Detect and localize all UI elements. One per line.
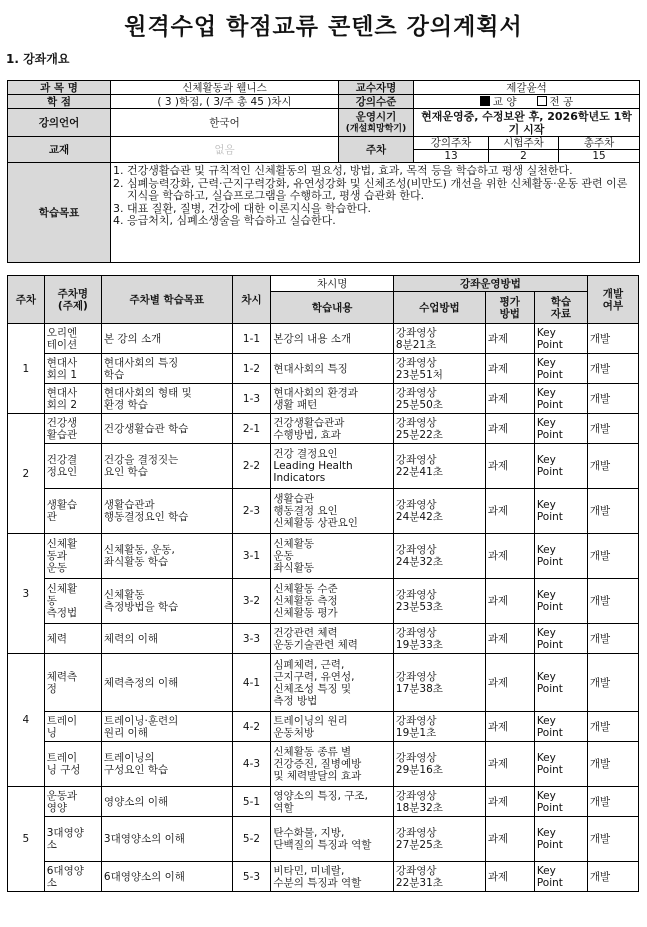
- header-content: 학습내용: [271, 292, 394, 324]
- content-cell: 생활습관 행동결정 요인 신체활동 상관요인: [271, 489, 394, 534]
- material-cell: Key Point: [534, 624, 587, 654]
- content-cell: 건강관련 체력 운동기술관련 체력: [271, 624, 394, 654]
- goal-cell: 영양소의 이해: [101, 787, 232, 817]
- content-cell: 비타민, 미네랄, 수분의 특징과 역할: [271, 862, 394, 892]
- table-row: [8, 654, 639, 712]
- dev-cell: 개발: [587, 414, 638, 444]
- period: 현재운영중, 수정보완 후, 2026학년도 1학기 시작: [414, 109, 640, 137]
- table-row: [8, 787, 639, 817]
- method-cell: 강좌영상 27분25초: [393, 817, 485, 862]
- dev-cell: 개발: [587, 384, 638, 414]
- content-cell: 건강 결정요인 Leading Health Indicators: [271, 444, 394, 489]
- dev-cell: 개발: [587, 579, 638, 624]
- exam-weeks: 2: [489, 150, 559, 163]
- eval-cell: 과제: [485, 489, 534, 534]
- eval-cell: 과제: [485, 414, 534, 444]
- credit: ( 3 )학점, ( 3/주 총 45 )차시: [111, 95, 339, 109]
- dev-cell: 개발: [587, 787, 638, 817]
- level-option-major: 전 공: [549, 95, 574, 108]
- session-cell: 5-1: [232, 787, 271, 817]
- goal-cell: 6대영양소의 이해: [101, 862, 232, 892]
- goal-cell: 체력의 이해: [101, 624, 232, 654]
- level-options: [414, 95, 640, 109]
- eval-cell: 과제: [485, 534, 534, 579]
- eval-cell: 과제: [485, 579, 534, 624]
- topic-cell: 트레이 닝 구성: [44, 742, 101, 787]
- material-cell: Key Point: [534, 444, 587, 489]
- dev-cell: 개발: [587, 324, 638, 354]
- dev-cell: 개발: [587, 742, 638, 787]
- method-cell: 강좌영상 23분51처: [393, 354, 485, 384]
- method-cell: 강좌영상 17분38초: [393, 654, 485, 712]
- topic-cell: 6대영양 소: [44, 862, 101, 892]
- table-row: [8, 534, 639, 579]
- session-cell: 1-2: [232, 354, 271, 384]
- goals-cell: [111, 163, 640, 263]
- header-material: 학습 자료: [534, 292, 587, 324]
- goal-cell: 현대사회의 특징 학습: [101, 354, 232, 384]
- content-cell: 신체활동 운동 좌식활동: [271, 534, 394, 579]
- material-cell: Key Point: [534, 817, 587, 862]
- material-cell: Key Point: [534, 414, 587, 444]
- topic-cell: 신체활 동 측정법: [44, 579, 101, 624]
- goal-cell: 트레이닝·훈련의 원리 이해: [101, 712, 232, 742]
- goal-cell: 신체활동, 운동, 좌식활동 학습: [101, 534, 232, 579]
- content-cell: 본강의 내용 소개: [271, 324, 394, 354]
- topic-cell: 건강결 정요인: [44, 444, 101, 489]
- method-cell: 강좌영상 18분32초: [393, 787, 485, 817]
- header-method: 수업방법: [393, 292, 485, 324]
- dev-cell: 개발: [587, 712, 638, 742]
- table-row: [8, 712, 639, 742]
- eval-cell: 과제: [485, 384, 534, 414]
- topic-cell: 오리엔 테이션: [44, 324, 101, 354]
- topic-cell: 체력: [44, 624, 101, 654]
- material-cell: Key Point: [534, 354, 587, 384]
- page-title: 원격수업 학점교류 콘텐츠 강의계획서: [124, 14, 523, 40]
- goals-list: [113, 165, 637, 228]
- lecture-weeks-label: 강의주차: [414, 137, 489, 150]
- eval-cell: 과제: [485, 712, 534, 742]
- week-number: 1: [8, 324, 45, 414]
- eval-cell: 과제: [485, 817, 534, 862]
- eval-cell: 과제: [485, 354, 534, 384]
- eval-cell: 과제: [485, 742, 534, 787]
- eval-cell: 과제: [485, 624, 534, 654]
- header-dev: 개발 여부: [587, 276, 638, 324]
- header-goal: 주차별 학습목표: [101, 276, 232, 324]
- goal-item: 4. 응급처치, 심폐소생술을 학습하고 실습한다.: [127, 215, 637, 228]
- credit-label: 학 점: [8, 95, 111, 109]
- period-label-cell: [339, 109, 414, 137]
- topic-cell: 현대사 회의 1: [44, 354, 101, 384]
- content-cell: 영양소의 특징, 구조, 역할: [271, 787, 394, 817]
- content-cell: 신체활동 종류 별 건강증진, 질병예방 및 체력발달의 효과: [271, 742, 394, 787]
- goal-cell: 건강생활습관 학습: [101, 414, 232, 444]
- goal-cell: 건강을 결정짓는 요인 학습: [101, 444, 232, 489]
- header-week: 주차: [8, 276, 45, 324]
- session-cell: 1-1: [232, 324, 271, 354]
- textbook-label: 교재: [8, 137, 111, 163]
- section-heading: 1. 강좌개요: [6, 52, 70, 66]
- content-cell: 현대사회의 특징: [271, 354, 394, 384]
- session-cell: 4-1: [232, 654, 271, 712]
- material-cell: Key Point: [534, 787, 587, 817]
- material-cell: Key Point: [534, 324, 587, 354]
- material-cell: Key Point: [534, 654, 587, 712]
- session-cell: 4-2: [232, 712, 271, 742]
- course-name-label: 과 목 명: [8, 81, 111, 95]
- topic-cell: 운동과 영양: [44, 787, 101, 817]
- goal-cell: 현대사회의 형태 및 환경 학습: [101, 384, 232, 414]
- header-session: 차시: [232, 276, 271, 324]
- dev-cell: 개발: [587, 862, 638, 892]
- header-method-group: 강좌운영방법: [393, 276, 587, 292]
- goal-cell: 신체활동 측정방법을 학습: [101, 579, 232, 624]
- topic-cell: 생활습 관: [44, 489, 101, 534]
- session-cell: 5-2: [232, 817, 271, 862]
- topic-cell: 건강생 활습관: [44, 414, 101, 444]
- session-cell: 3-2: [232, 579, 271, 624]
- lecture-weeks: 13: [414, 150, 489, 163]
- week-number: 2: [8, 414, 45, 534]
- dev-cell: 개발: [587, 817, 638, 862]
- method-cell: 강좌영상 19분33초: [393, 624, 485, 654]
- method-cell: 강좌영상 22분31초: [393, 862, 485, 892]
- professor-label: 교수자명: [339, 81, 414, 95]
- method-cell: 강좌영상 29분16초: [393, 742, 485, 787]
- session-cell: 2-1: [232, 414, 271, 444]
- method-cell: 강좌영상 25분50초: [393, 384, 485, 414]
- exam-weeks-label: 시험주차: [489, 137, 559, 150]
- topic-cell: 현대사 회의 2: [44, 384, 101, 414]
- language-label: 강의언어: [8, 109, 111, 137]
- eval-cell: 과제: [485, 787, 534, 817]
- content-cell: 트레이닝의 원리 운동처방: [271, 712, 394, 742]
- dev-cell: 개발: [587, 489, 638, 534]
- table-row: [8, 354, 639, 384]
- content-cell: 현대사회의 환경과 생활 패턴: [271, 384, 394, 414]
- table-row: [8, 444, 639, 489]
- material-cell: Key Point: [534, 712, 587, 742]
- content-cell: 건강생활습관과 수행방법, 효과: [271, 414, 394, 444]
- table-row: [8, 862, 639, 892]
- total-weeks-label: 총주차: [559, 137, 640, 150]
- content-cell: 심폐체력, 근력, 근지구력, 유연성, 신체조성 특징 및 측정 방법: [271, 654, 394, 712]
- content-cell: 신체활동 수준 신체활동 측정 신체활동 평가: [271, 579, 394, 624]
- table-row: [8, 579, 639, 624]
- method-cell: 강좌영상 24분32초: [393, 534, 485, 579]
- level-label: 강의수준: [339, 95, 414, 109]
- level-checkbox-major[interactable]: [537, 96, 547, 106]
- goals-label: 학습목표: [8, 163, 111, 263]
- goal-cell: 생활습관과 행동결정요인 학습: [101, 489, 232, 534]
- total-weeks: 15: [559, 150, 640, 163]
- material-cell: Key Point: [534, 534, 587, 579]
- header-topic: 주차명 (주제): [44, 276, 101, 324]
- goal-cell: 3대영양소의 이해: [101, 817, 232, 862]
- method-cell: 강좌영상 24분42초: [393, 489, 485, 534]
- session-cell: 4-3: [232, 742, 271, 787]
- table-row: [8, 414, 639, 444]
- material-cell: Key Point: [534, 384, 587, 414]
- material-cell: Key Point: [534, 862, 587, 892]
- material-cell: Key Point: [534, 579, 587, 624]
- material-cell: Key Point: [534, 742, 587, 787]
- week-label: 주차: [339, 137, 414, 163]
- goal-item: 3. 대표 질환, 질병, 건강에 대한 이론지식을 학습한다.: [127, 203, 637, 216]
- period-sublabel: (개설희망학기): [345, 123, 407, 134]
- table-row: [8, 489, 639, 534]
- goal-cell: 트레이닝의 구성요인 학습: [101, 742, 232, 787]
- header-session-name: 차시명: [271, 276, 394, 292]
- topic-cell: 3대영양 소: [44, 817, 101, 862]
- course-name: 신체활동과 웰니스: [111, 81, 339, 95]
- textbook: 없음: [111, 137, 339, 163]
- goal-cell: 체력측정의 이해: [101, 654, 232, 712]
- session-cell: 5-3: [232, 862, 271, 892]
- material-cell: Key Point: [534, 489, 587, 534]
- content-cell: 탄수화물, 지방, 단백질의 특징과 역할: [271, 817, 394, 862]
- topic-cell: 체력측 정: [44, 654, 101, 712]
- topic-cell: 신체활 동과 운동: [44, 534, 101, 579]
- session-cell: 2-2: [232, 444, 271, 489]
- eval-cell: 과제: [485, 444, 534, 489]
- goal-item: 1. 건강생활습관 및 규칙적인 신체활동의 필요성, 방법, 효과, 목적 등을 학습하고 평생 실천한다.: [127, 165, 637, 178]
- method-cell: 강좌영상 8분21초: [393, 324, 485, 354]
- session-cell: 2-3: [232, 489, 271, 534]
- overview-table: [7, 80, 640, 263]
- session-cell: 3-1: [232, 534, 271, 579]
- table-row: [8, 742, 639, 787]
- header-eval: 평가 방법: [485, 292, 534, 324]
- week-number: 3: [8, 534, 45, 654]
- language: 한국어: [111, 109, 339, 137]
- goal-cell: 본 강의 소개: [101, 324, 232, 354]
- week-number: 5: [8, 787, 45, 892]
- session-cell: 1-3: [232, 384, 271, 414]
- method-cell: 강좌영상 25분22초: [393, 414, 485, 444]
- goal-item: 2. 심폐능력강화, 근력·근지구력강화, 유연성강화 및 신체조성(비만도) 개선을 위한 신체활동·운동 관련 이론지식을 학습하고, 실습프로그램을 수행하고, 평생 습관화 한다.: [127, 178, 637, 203]
- professor: 제갈윤석: [414, 81, 640, 95]
- dev-cell: 개발: [587, 354, 638, 384]
- eval-cell: 과제: [485, 324, 534, 354]
- method-cell: 강좌영상 23분53초: [393, 579, 485, 624]
- dev-cell: 개발: [587, 624, 638, 654]
- table-row: [8, 624, 639, 654]
- session-cell: 3-3: [232, 624, 271, 654]
- topic-cell: 트레이 닝: [44, 712, 101, 742]
- table-row: [8, 384, 639, 414]
- level-option-liberal: 교 양: [492, 95, 517, 108]
- eval-cell: 과제: [485, 654, 534, 712]
- period-label: 운영시기: [355, 110, 397, 123]
- method-cell: 강좌영상 22분41초: [393, 444, 485, 489]
- dev-cell: 개발: [587, 444, 638, 489]
- level-checkbox-liberal[interactable]: [480, 96, 490, 106]
- week-number: 4: [8, 654, 45, 787]
- schedule-table: [7, 275, 639, 892]
- table-row: [8, 324, 639, 354]
- eval-cell: 과제: [485, 862, 534, 892]
- dev-cell: 개발: [587, 654, 638, 712]
- table-row: [8, 817, 639, 862]
- dev-cell: 개발: [587, 534, 638, 579]
- method-cell: 강좌영상 19분1초: [393, 712, 485, 742]
